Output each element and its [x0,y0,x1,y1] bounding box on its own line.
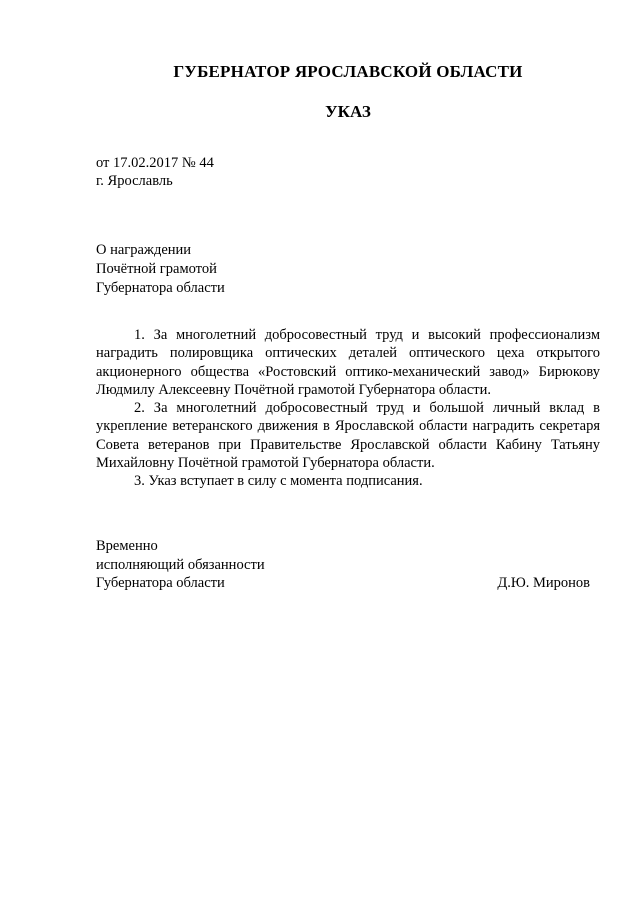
document-type: УКАЗ [325,102,371,121]
document-meta [96,154,214,190]
signature-block [96,537,590,593]
subject-line: О награждении [96,242,192,258]
subject-line: Почётной грамотой [96,261,217,277]
signer-name: Д.Ю. Миронов [497,575,590,591]
city: г. Ярославль [96,173,173,189]
signature-position-line: Губернатора области [96,575,225,591]
paragraph-2: 2. За многолетний добросовестный труд и большой личный вклад в укрепление ветеранского движения в Ярославской области наградить секретаря Совета ветеранов при Правительстве Ярославской области Кабину Татьяну Михайловну Почётной грамотой Губернатора области. [96,400,600,472]
signature-position-line: Временно [96,538,158,554]
subject-line: Губернатора области [96,280,225,296]
signature-row [96,574,590,593]
document-subject [96,241,225,298]
paragraph-3: 3. Указ вступает в силу с момента подписания. [134,473,423,490]
signature-position-line: исполняющий обязанности [96,556,265,573]
document-body [96,326,600,491]
date-number: от 17.02.2017 № 44 [96,155,214,171]
paragraph-1: 1. За многолетний добросовестный труд и высокий профессионализм наградить полировщика оптических деталей оптического цеха открытого акционерного общества «Ростовский оптико-механический завод» Бирюкову Людмилу Алексеевну Почётной грамотой Губернатора области. [96,327,600,398]
organization-title: ГУБЕРНАТОР ЯРОСЛАВСКОЙ ОБЛАСТИ [173,62,523,81]
